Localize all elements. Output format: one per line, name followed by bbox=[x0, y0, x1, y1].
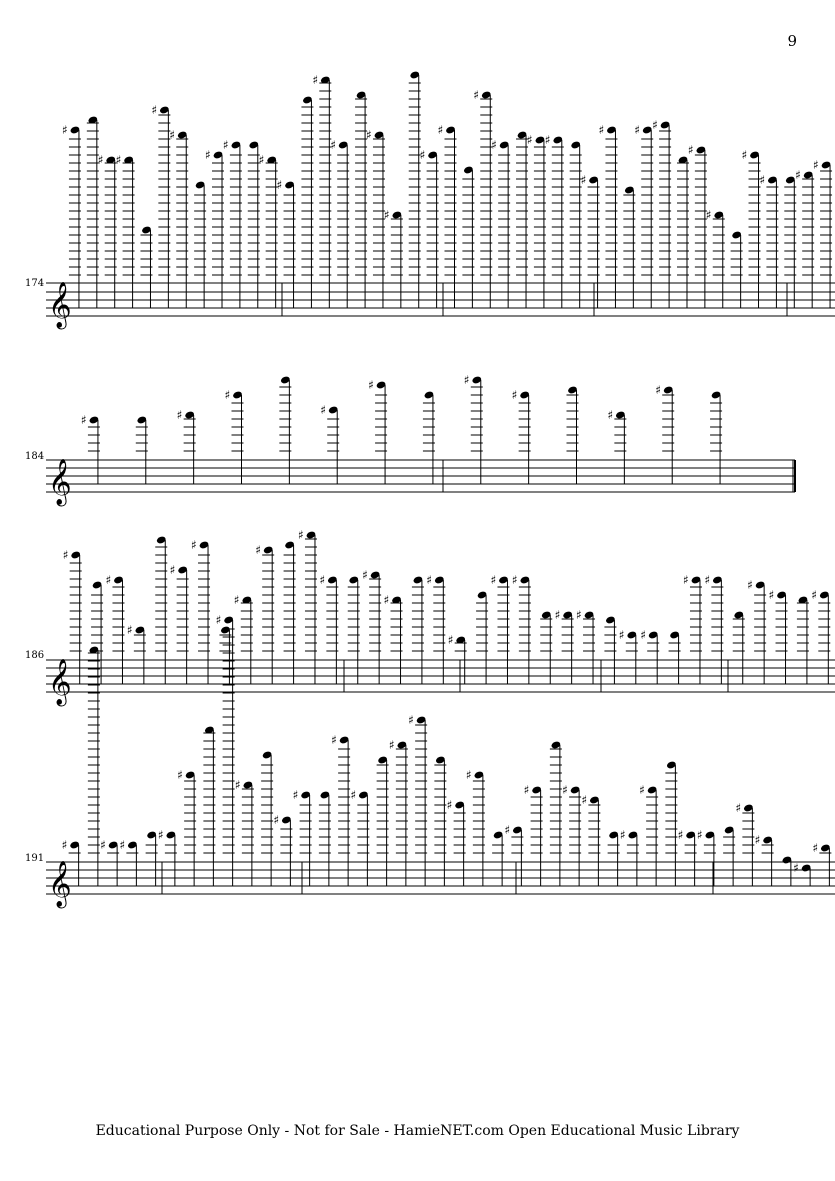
svg-text:♯: ♯ bbox=[562, 783, 568, 797]
svg-text:♯: ♯ bbox=[383, 593, 390, 607]
note bbox=[434, 755, 446, 886]
svg-text:♯: ♯ bbox=[292, 788, 299, 802]
note bbox=[273, 813, 292, 886]
note bbox=[812, 841, 831, 886]
svg-text:♯: ♯ bbox=[297, 528, 304, 542]
svg-text:♯: ♯ bbox=[526, 133, 533, 147]
treble-clef-icon: 𝄞 bbox=[48, 282, 72, 328]
note bbox=[377, 755, 389, 886]
svg-text:♯: ♯ bbox=[812, 841, 819, 855]
svg-text:♯: ♯ bbox=[618, 628, 625, 642]
note bbox=[581, 793, 600, 886]
note bbox=[350, 788, 369, 886]
svg-text:♯: ♯ bbox=[437, 123, 444, 137]
svg-text:♯: ♯ bbox=[365, 128, 372, 142]
svg-text:♯: ♯ bbox=[598, 123, 605, 137]
svg-text:♯: ♯ bbox=[463, 373, 470, 387]
svg-text:♯: ♯ bbox=[607, 408, 614, 422]
svg-text:♯: ♯ bbox=[473, 88, 480, 102]
svg-text:♯: ♯ bbox=[705, 208, 712, 222]
svg-text:♯: ♯ bbox=[362, 568, 368, 582]
note bbox=[639, 783, 658, 886]
svg-text:♯: ♯ bbox=[61, 838, 68, 852]
measure-number: 184 bbox=[25, 451, 45, 462]
note bbox=[88, 645, 100, 886]
treble-clef-icon: 𝄞 bbox=[48, 459, 72, 505]
svg-text:♯: ♯ bbox=[115, 153, 122, 167]
svg-text:♯: ♯ bbox=[169, 128, 176, 142]
svg-text:♯: ♯ bbox=[126, 623, 133, 637]
svg-text:♯: ♯ bbox=[408, 713, 414, 727]
note bbox=[723, 825, 735, 886]
note bbox=[177, 768, 196, 886]
svg-text:♯: ♯ bbox=[544, 133, 551, 147]
note bbox=[550, 740, 562, 886]
svg-text:♯: ♯ bbox=[61, 123, 68, 137]
svg-text:♯: ♯ bbox=[554, 608, 561, 622]
svg-text:♯: ♯ bbox=[465, 768, 472, 782]
note bbox=[466, 768, 485, 886]
svg-text:♯: ♯ bbox=[319, 573, 326, 587]
svg-text:♯: ♯ bbox=[793, 861, 799, 875]
note bbox=[216, 613, 235, 886]
svg-text:♯: ♯ bbox=[273, 813, 280, 827]
svg-text:♯: ♯ bbox=[619, 828, 626, 842]
svg-text:♯: ♯ bbox=[255, 543, 262, 557]
svg-text:♯: ♯ bbox=[813, 158, 819, 172]
svg-text:♯: ♯ bbox=[350, 788, 357, 802]
svg-text:♯: ♯ bbox=[419, 148, 426, 162]
svg-text:♯: ♯ bbox=[169, 563, 176, 577]
note bbox=[389, 738, 408, 886]
note bbox=[331, 733, 350, 886]
svg-text:♯: ♯ bbox=[258, 153, 265, 167]
svg-text:♯: ♯ bbox=[157, 828, 164, 842]
svg-text:♯: ♯ bbox=[652, 118, 658, 132]
svg-text:♯: ♯ bbox=[215, 613, 222, 627]
measure-number: 174 bbox=[25, 278, 45, 289]
svg-text:♯: ♯ bbox=[97, 153, 104, 167]
svg-text:♯: ♯ bbox=[687, 143, 694, 157]
svg-text:♯: ♯ bbox=[696, 828, 703, 842]
svg-text:♯: ♯ bbox=[741, 148, 748, 162]
note bbox=[319, 790, 331, 886]
svg-text:♯: ♯ bbox=[754, 833, 761, 847]
svg-text:♯: ♯ bbox=[330, 138, 337, 152]
svg-text:♯: ♯ bbox=[511, 388, 518, 402]
svg-text:♯: ♯ bbox=[176, 408, 183, 422]
svg-text:♯: ♯ bbox=[119, 838, 126, 852]
svg-text:♯: ♯ bbox=[580, 173, 587, 187]
note bbox=[524, 783, 543, 886]
svg-text:♯: ♯ bbox=[177, 768, 183, 782]
svg-text:♯: ♯ bbox=[80, 413, 87, 427]
note bbox=[678, 828, 697, 886]
note bbox=[620, 828, 639, 886]
svg-text:♯: ♯ bbox=[504, 823, 511, 837]
measure-number: 186 bbox=[25, 650, 45, 661]
svg-text:♯: ♯ bbox=[383, 208, 390, 222]
svg-text:♯: ♯ bbox=[151, 103, 158, 117]
page-number: 9 bbox=[787, 32, 797, 50]
svg-text:♯: ♯ bbox=[640, 628, 647, 642]
svg-text:♯: ♯ bbox=[105, 573, 112, 587]
svg-text:♯: ♯ bbox=[320, 403, 327, 417]
svg-text:♯: ♯ bbox=[222, 138, 229, 152]
svg-text:♯: ♯ bbox=[205, 148, 211, 162]
svg-text:♯: ♯ bbox=[768, 588, 775, 602]
svg-text:♯: ♯ bbox=[426, 573, 433, 587]
note bbox=[158, 828, 177, 886]
note bbox=[504, 823, 523, 886]
svg-text:♯: ♯ bbox=[491, 138, 497, 152]
measure-number: 191 bbox=[25, 853, 45, 864]
svg-text:♯: ♯ bbox=[312, 73, 319, 87]
svg-text:♯: ♯ bbox=[576, 608, 582, 622]
svg-text:♯: ♯ bbox=[747, 578, 753, 592]
svg-text:♯: ♯ bbox=[759, 173, 766, 187]
svg-text:♯: ♯ bbox=[276, 178, 283, 192]
svg-text:♯: ♯ bbox=[62, 548, 69, 562]
svg-text:♯: ♯ bbox=[795, 168, 801, 182]
treble-clef-icon: 𝄞 bbox=[48, 659, 72, 705]
svg-text:♯: ♯ bbox=[704, 573, 711, 587]
svg-text:♯: ♯ bbox=[511, 573, 518, 587]
note-stems bbox=[62, 613, 832, 886]
treble-clef-icon: 𝄞 bbox=[48, 861, 72, 907]
svg-text:♯: ♯ bbox=[811, 588, 818, 602]
note bbox=[261, 750, 273, 886]
svg-text:♯: ♯ bbox=[224, 388, 231, 402]
svg-text:♯: ♯ bbox=[581, 793, 588, 807]
svg-text:♯: ♯ bbox=[388, 738, 395, 752]
svg-text:♯: ♯ bbox=[677, 828, 684, 842]
svg-text:♯: ♯ bbox=[446, 798, 453, 812]
svg-text:♯: ♯ bbox=[100, 838, 106, 852]
svg-text:♯: ♯ bbox=[634, 123, 641, 137]
svg-text:♯: ♯ bbox=[233, 593, 240, 607]
note bbox=[447, 798, 466, 886]
svg-text:♯: ♯ bbox=[639, 783, 645, 797]
footer-text: Educational Purpose Only - Not for Sale - HamieNET.com Open Educational Music Library bbox=[95, 1123, 740, 1139]
svg-text:♯: ♯ bbox=[191, 538, 197, 552]
svg-text:♯: ♯ bbox=[655, 383, 662, 397]
svg-text:♯: ♯ bbox=[735, 801, 742, 815]
svg-text:♯: ♯ bbox=[368, 378, 374, 392]
note bbox=[735, 801, 754, 886]
note bbox=[562, 783, 581, 886]
note bbox=[782, 855, 793, 886]
svg-text:♯: ♯ bbox=[447, 633, 454, 647]
svg-text:♯: ♯ bbox=[234, 778, 241, 792]
svg-text:♯: ♯ bbox=[490, 573, 497, 587]
note bbox=[408, 713, 427, 886]
svg-text:♯: ♯ bbox=[331, 733, 337, 747]
note bbox=[793, 861, 811, 886]
note bbox=[665, 760, 677, 886]
svg-text:♯: ♯ bbox=[523, 783, 530, 797]
svg-text:♯: ♯ bbox=[682, 573, 689, 587]
